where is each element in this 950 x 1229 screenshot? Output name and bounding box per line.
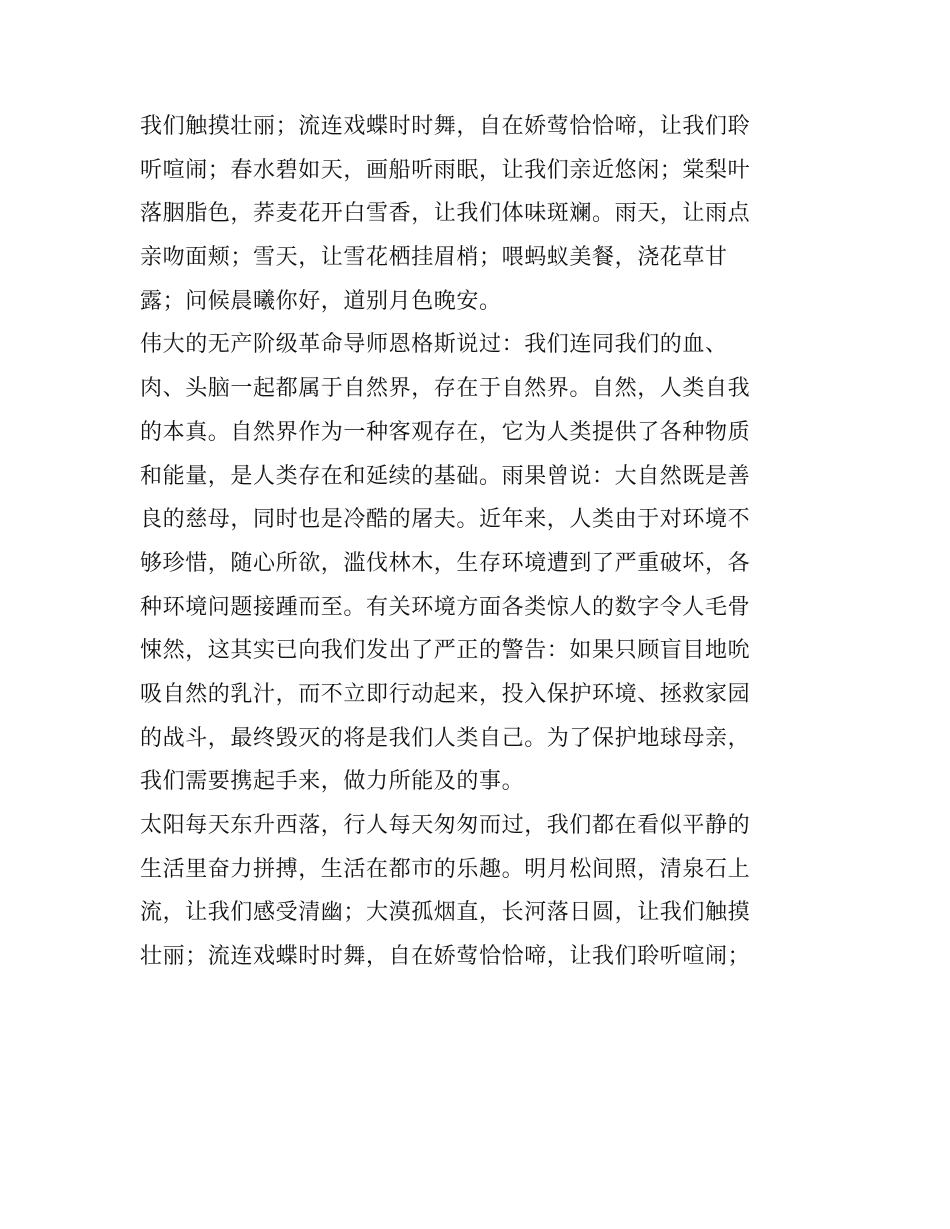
text-line: 我们触摸壮丽；流连戏蝶时时舞，自在娇莺恰恰啼，让我们聆	[140, 114, 751, 139]
text-line: 我们需要携起手来，做力所能及的事。	[140, 769, 525, 795]
text-line: 的战斗，最终毁灭的将是我们人类自己。为了保护地球母亲，	[140, 725, 751, 751]
paragraph-2	[140, 323, 820, 804]
paragraph-1	[140, 105, 820, 323]
text-line: 太阳每天东升西落，行人每天匆匆而过，我们都在看似平静的	[140, 813, 751, 838]
text-line: 吸自然的乳汁，而不立即行动起来，投入保护环境、拯救家园	[140, 681, 751, 707]
text-line: 露；问候晨曦你好，道别月色晚安。	[140, 288, 502, 314]
text-line: 亲吻面颊；雪天，让雪花栖挂眉梢；喂蚂蚁美餐，浇花草甘	[140, 245, 728, 271]
text-line: 壮丽；流连戏蝶时时舞，自在娇莺恰恰啼，让我们聆听喧闹；	[140, 944, 751, 970]
text-line: 肉、头脑一起都属于自然界，存在于自然界。自然，人类自我	[140, 376, 751, 402]
text-line: 种环境问题接踵而至。有关环境方面各类惊人的数字令人毛骨	[140, 594, 751, 620]
text-line: 良的慈母，同时也是冷酷的屠夫。近年来，人类由于对环境不	[140, 507, 751, 533]
text-line: 够珍惜，随心所欲，滥伐林木，生存环境遭到了严重破坏，各	[140, 550, 751, 576]
paragraph-3	[140, 804, 820, 979]
text-line: 听喧闹；春水碧如天，画船听雨眠，让我们亲近悠闲；棠梨叶	[140, 157, 751, 183]
text-line: 落胭脂色，荞麦花开白雪香，让我们体味斑斓。雨天，让雨点	[140, 201, 751, 227]
text-line: 伟大的无产阶级革命导师恩格斯说过：我们连同我们的血、	[140, 332, 728, 358]
text-line: 流，让我们感受清幽；大漠孤烟直，长河落日圆，让我们触摸	[140, 900, 751, 926]
text-line: 和能量，是人类存在和延续的基础。雨果曾说：大自然既是善	[140, 463, 751, 489]
text-line: 悚然，这其实已向我们发出了严正的警告：如果只顾盲目地吮	[140, 638, 751, 664]
text-line: 的本真。自然界作为一种客观存在，它为人类提供了各种物质	[140, 419, 751, 445]
document-body	[140, 105, 820, 979]
text-line: 生活里奋力拼搏，生活在都市的乐趣。明月松间照，清泉石上	[140, 856, 751, 882]
